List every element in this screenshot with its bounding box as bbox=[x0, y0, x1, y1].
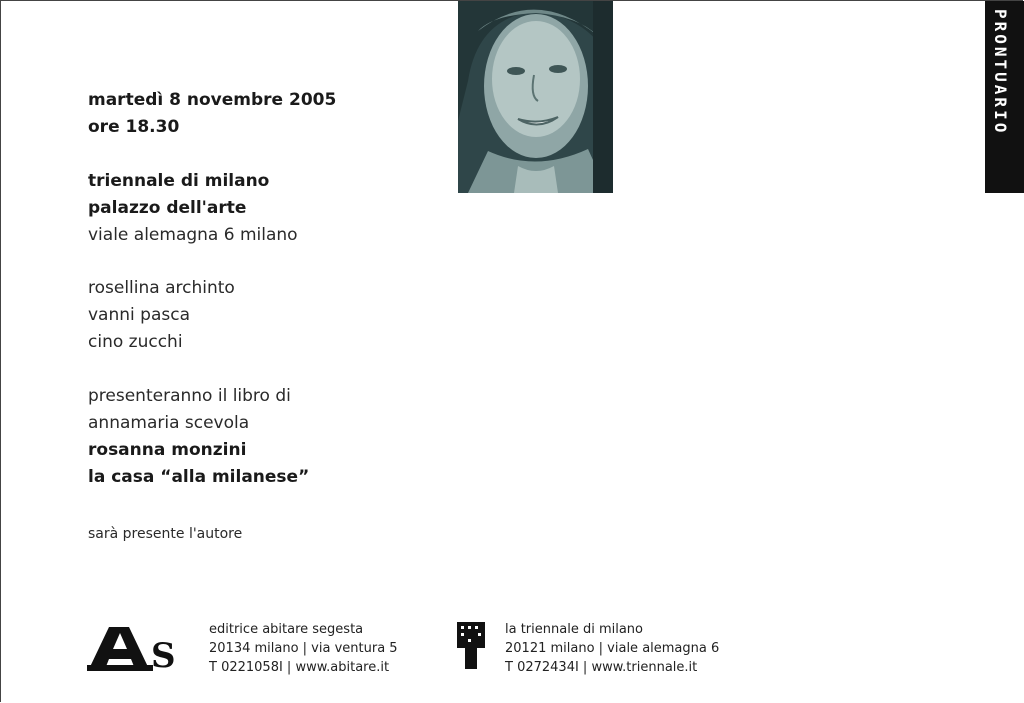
triennale-contact: T 0272434I | www.triennale.it bbox=[505, 660, 698, 675]
abitare-segesta-logo bbox=[87, 621, 187, 673]
footer-segesta-info bbox=[209, 620, 398, 677]
book-intro-line1: presenteranno il libro di bbox=[88, 386, 291, 406]
speaker: rosellina archinto bbox=[88, 278, 235, 298]
portrait-image bbox=[458, 1, 613, 193]
book-title: la casa “alla milanese” bbox=[88, 467, 310, 487]
segesta-contact: T 0221058I | www.abitare.it bbox=[209, 660, 390, 675]
as-logo-icon bbox=[87, 621, 187, 673]
triennale-address: 20121 milano | viale alemagna 6 bbox=[505, 641, 720, 656]
venue-name: triennale di milano bbox=[88, 171, 270, 191]
footer-triennale-info bbox=[505, 620, 719, 677]
venue-address: viale alemagna 6 milano bbox=[88, 225, 298, 245]
side-tab-label: PRONTUARIO bbox=[991, 9, 1010, 136]
venue-building: palazzo dell'arte bbox=[88, 198, 247, 218]
venue-block bbox=[88, 168, 298, 249]
event-date: martedì 8 novembre 2005 bbox=[88, 90, 337, 110]
side-tab bbox=[985, 1, 1024, 193]
speaker: vanni pasca bbox=[88, 305, 190, 325]
segesta-address: 20134 milano | via ventura 5 bbox=[209, 641, 398, 656]
event-datetime bbox=[88, 87, 336, 141]
segesta-name: editrice abitare segesta bbox=[209, 622, 364, 637]
speakers-list bbox=[88, 275, 235, 356]
triennale-logo-icon bbox=[456, 621, 486, 671]
svg-text:S: S bbox=[151, 636, 176, 673]
book-author: rosanna monzini bbox=[88, 440, 247, 460]
speaker: cino zucchi bbox=[88, 332, 183, 352]
event-time: ore 18.30 bbox=[88, 117, 180, 137]
author-portrait bbox=[458, 1, 613, 193]
triennale-name: la triennale di milano bbox=[505, 622, 643, 637]
book-block bbox=[88, 383, 309, 491]
author-note: sarà presente l'autore bbox=[88, 526, 243, 542]
book-intro-line2: annamaria scevola bbox=[88, 413, 250, 433]
triennale-logo bbox=[456, 621, 486, 671]
